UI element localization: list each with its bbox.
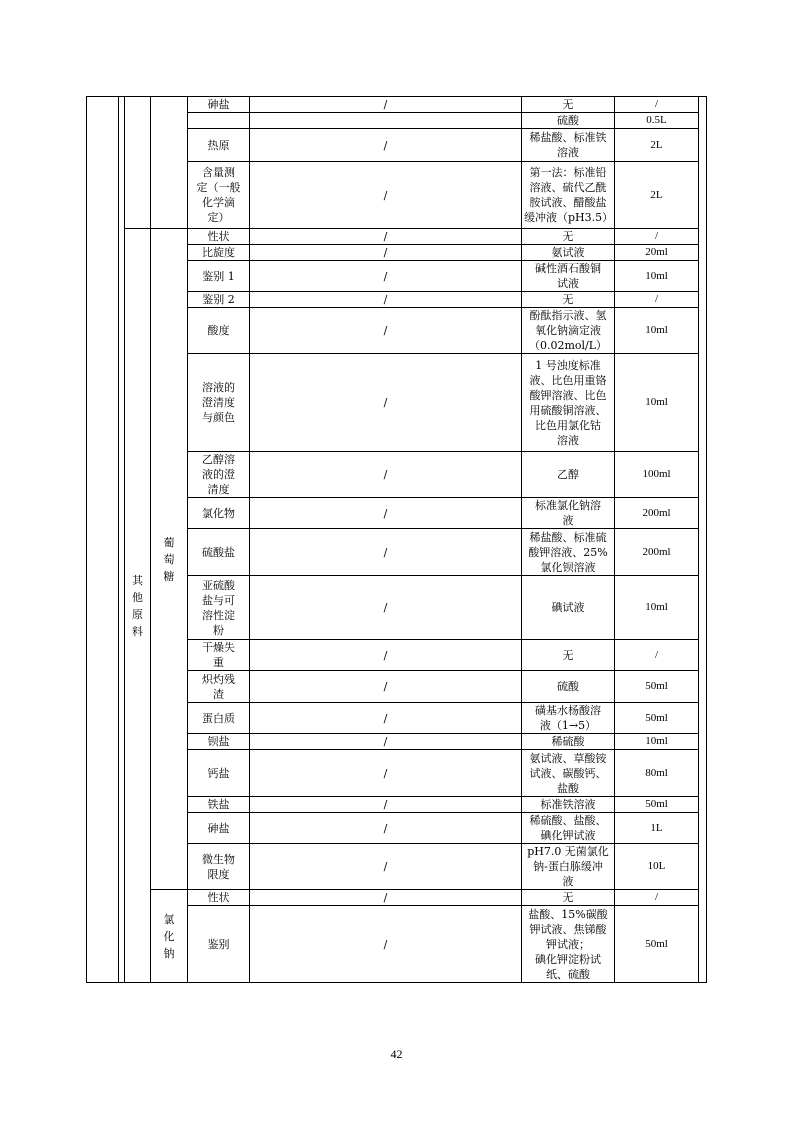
reagent-cell: 盐酸、15%碳酸 钾试液、焦锑酸 钾试液； 碘化钾淀粉试 纸、硫酸	[522, 906, 615, 983]
equipment-cell: /	[250, 671, 522, 703]
test-item: 蛋白质	[188, 703, 250, 734]
test-item: 性状	[188, 890, 250, 906]
equipment-cell: /	[250, 97, 522, 113]
test-item: 钙盐	[188, 750, 250, 797]
reagent-cell: 无	[522, 890, 615, 906]
amount-cell: /	[615, 292, 699, 308]
equipment-cell: /	[250, 797, 522, 813]
amount-cell: 50ml	[615, 797, 699, 813]
reagent-cell: 氨试液	[522, 245, 615, 261]
test-item: 钡盐	[188, 734, 250, 750]
test-item: 砷盐	[188, 813, 250, 844]
test-item: 硫酸盐	[188, 529, 250, 576]
reagent-table	[86, 96, 707, 983]
material-name: 葡 萄 糖	[151, 229, 188, 890]
reagent-cell: 稀硫酸	[522, 734, 615, 750]
table-row	[87, 229, 707, 245]
reagent-cell: 磺基水杨酸溶 液（1→5）	[522, 703, 615, 734]
test-item: 氯化物	[188, 498, 250, 529]
reagent-cell: pH7.0 无菌氯化 钠-蛋白胨缓冲 液	[522, 844, 615, 890]
equipment-cell: /	[250, 890, 522, 906]
test-item	[188, 113, 250, 129]
reagent-cell: 稀硫酸、盐酸、 碘化钾试液	[522, 813, 615, 844]
amount-cell: 200ml	[615, 498, 699, 529]
amount-cell: 0.5L	[615, 113, 699, 129]
amount-cell: 50ml	[615, 906, 699, 983]
reagent-cell: 稀盐酸、标准铁 溶液	[522, 129, 615, 162]
amount-cell: 10ml	[615, 308, 699, 354]
reagent-cell: 无	[522, 292, 615, 308]
reagent-cell: 硫酸	[522, 671, 615, 703]
equipment-cell: /	[250, 245, 522, 261]
reagent-cell: 标准铁溶液	[522, 797, 615, 813]
equipment-cell: /	[250, 354, 522, 452]
equipment-cell: /	[250, 129, 522, 162]
amount-cell: 1L	[615, 813, 699, 844]
amount-cell: 50ml	[615, 671, 699, 703]
test-item: 性状	[188, 229, 250, 245]
reagent-cell: 碱性酒石酸铜 试液	[522, 261, 615, 292]
equipment-cell	[250, 113, 522, 129]
equipment-cell: /	[250, 734, 522, 750]
test-item: 干燥失 重	[188, 640, 250, 671]
test-item: 鉴别 2	[188, 292, 250, 308]
reagent-cell: 碘试液	[522, 576, 615, 640]
amount-cell: 2L	[615, 129, 699, 162]
reagent-cell: 第一法：标准铅 溶液、硫代乙酰 胺试液、醋酸盐 缓冲液（pH3.5）	[522, 162, 615, 229]
equipment-cell: /	[250, 452, 522, 498]
equipment-cell: /	[250, 229, 522, 245]
test-item: 酸度	[188, 308, 250, 354]
amount-cell: 20ml	[615, 245, 699, 261]
test-item: 砷盐	[188, 97, 250, 113]
reagent-cell: 无	[522, 229, 615, 245]
amount-cell: 2L	[615, 162, 699, 229]
equipment-cell: /	[250, 308, 522, 354]
outer-blank-cell	[87, 97, 119, 983]
amount-cell: 10ml	[615, 261, 699, 292]
reagent-cell: 氨试液、草酸铵 试液、碳酸钙、 盐酸	[522, 750, 615, 797]
equipment-cell: /	[250, 261, 522, 292]
equipment-cell: /	[250, 640, 522, 671]
equipment-cell: /	[250, 292, 522, 308]
equipment-cell: /	[250, 498, 522, 529]
test-item: 热原	[188, 129, 250, 162]
test-item: 溶液的 澄清度 与颜色	[188, 354, 250, 452]
amount-cell: /	[615, 890, 699, 906]
section-label: 其 他 原 料	[125, 229, 151, 983]
page-number: 42	[390, 1047, 403, 1061]
reagent-cell: 稀盐酸、标准硫 酸钾溶液、25% 氯化钡溶液	[522, 529, 615, 576]
material-name	[151, 97, 188, 229]
right-margin-cell	[699, 97, 707, 983]
table-row	[87, 890, 707, 906]
equipment-cell: /	[250, 529, 522, 576]
test-item: 含量测 定（一般 化学滴 定）	[188, 162, 250, 229]
equipment-cell: /	[250, 162, 522, 229]
test-item: 比旋度	[188, 245, 250, 261]
amount-cell: 80ml	[615, 750, 699, 797]
amount-cell: 10ml	[615, 354, 699, 452]
test-item: 微生物 限度	[188, 844, 250, 890]
amount-cell: /	[615, 97, 699, 113]
amount-cell: 50ml	[615, 703, 699, 734]
reagent-cell: 无	[522, 97, 615, 113]
equipment-cell: /	[250, 906, 522, 983]
material-name: 氯 化 钠	[151, 890, 188, 983]
equipment-cell: /	[250, 813, 522, 844]
reagent-cell: 1 号浊度标准 液、比色用重铬 酸钾溶液、比色 用硫酸铜溶液、 比色用氯化钴 溶液	[522, 354, 615, 452]
reagent-cell: 乙醇	[522, 452, 615, 498]
equipment-cell: /	[250, 703, 522, 734]
test-item: 亚硫酸 盐与可 溶性淀 粉	[188, 576, 250, 640]
amount-cell: 10L	[615, 844, 699, 890]
test-item: 炽灼残 渣	[188, 671, 250, 703]
reagent-cell: 硫酸	[522, 113, 615, 129]
reagent-cell: 无	[522, 640, 615, 671]
amount-cell: /	[615, 229, 699, 245]
amount-cell: 10ml	[615, 576, 699, 640]
amount-cell: 200ml	[615, 529, 699, 576]
test-item: 鉴别 1	[188, 261, 250, 292]
equipment-cell: /	[250, 750, 522, 797]
equipment-cell: /	[250, 844, 522, 890]
reagent-cell: 酚酞指示液、氢 氧化钠滴定液 （0.02mol/L）	[522, 308, 615, 354]
test-item: 乙醇溶 液的澄 清度	[188, 452, 250, 498]
test-item: 鉴别	[188, 906, 250, 983]
reagent-cell: 标准氯化钠溶 液	[522, 498, 615, 529]
test-item: 铁盐	[188, 797, 250, 813]
equipment-cell: /	[250, 576, 522, 640]
amount-cell: 10ml	[615, 734, 699, 750]
amount-cell: 100ml	[615, 452, 699, 498]
table-row	[87, 97, 707, 113]
amount-cell: /	[615, 640, 699, 671]
category-cell-blank	[125, 97, 151, 229]
